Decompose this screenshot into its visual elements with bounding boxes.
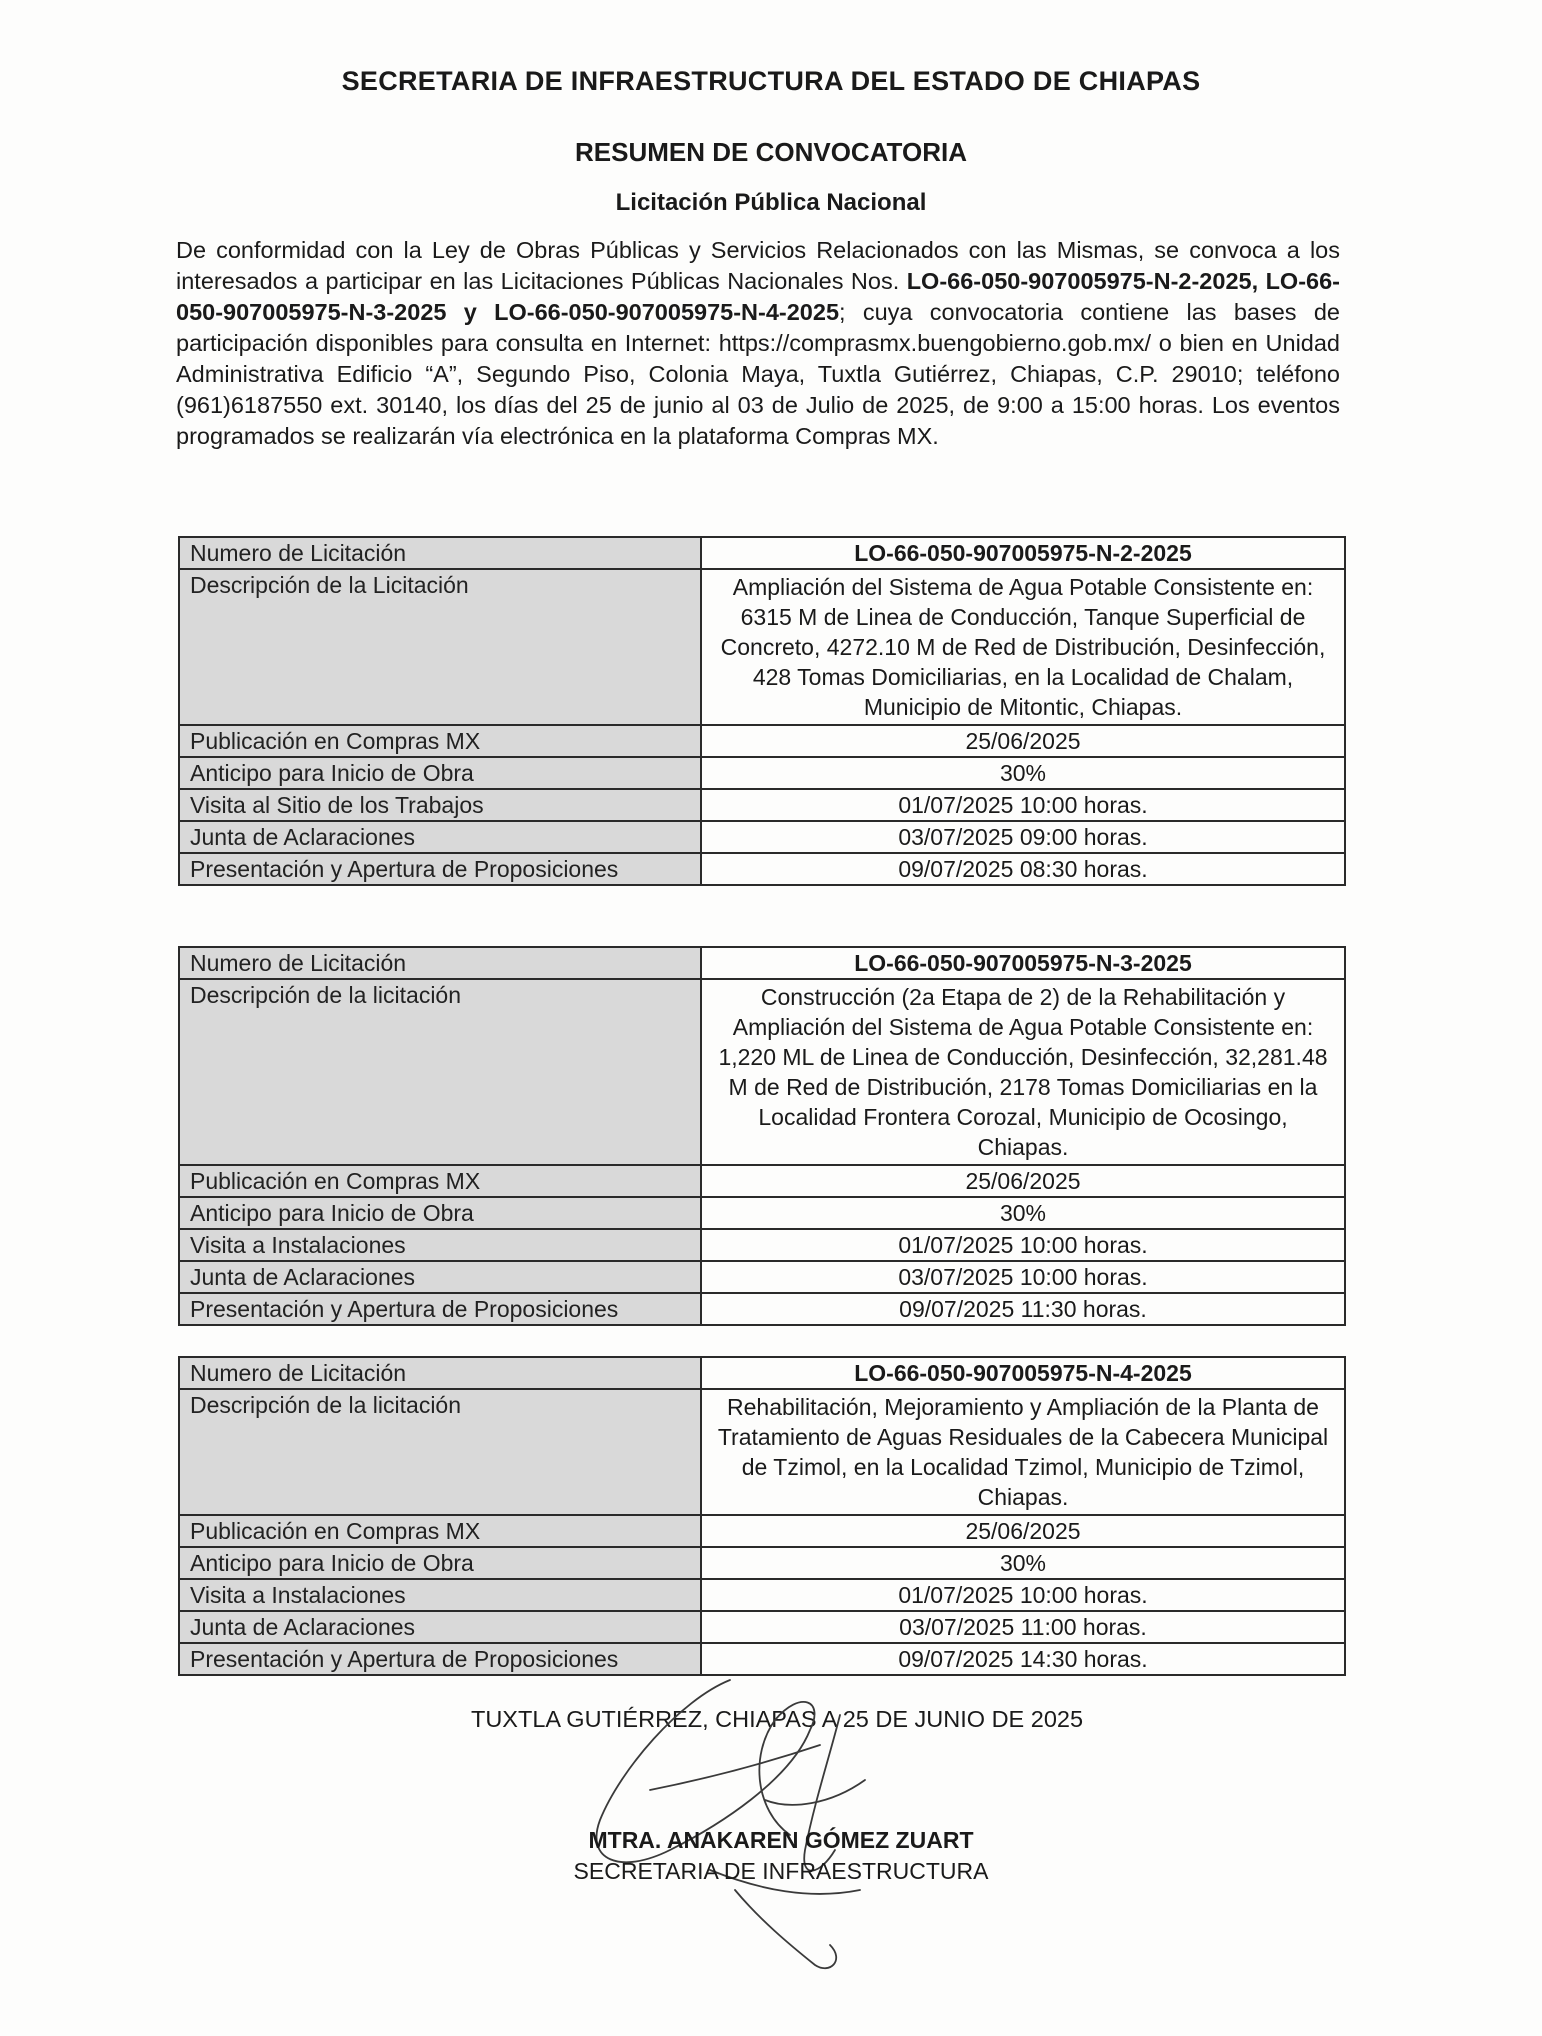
intro-tender-numbers: LO-66-050-907005975-N-2-2025, LO-66-050-907005975-N-3-2025 y LO-66-050-907005975-N-4-2025: [176, 268, 1340, 325]
tender-description: Construcción (2a Etapa de 2) de la Rehabilitación y Ampliación del Sistema de Agua Potable Consistente en: 1,220 ML de Linea de Conducción, Desinfección, 32,281.48 M de Red de Distribución, 2178 Tomas Domiciliarias en la Localidad Frontera Corozal, Municipio de Ocosingo, Chiapas.: [701, 979, 1345, 1165]
tender-table-3: [178, 1356, 1346, 1676]
signer-name: MTRA. ANAKAREN GÓMEZ ZUART: [588, 1827, 974, 1853]
row-value: 30%: [701, 1547, 1345, 1579]
table-row: [179, 789, 1345, 821]
table-row: [179, 569, 1345, 725]
table-row: [179, 947, 1345, 979]
row-label: Anticipo para Inicio de Obra: [179, 1547, 701, 1579]
table-row: [179, 537, 1345, 569]
row-value: 09/07/2025 14:30 horas.: [701, 1643, 1345, 1675]
row-value: 03/07/2025 10:00 horas.: [701, 1261, 1345, 1293]
row-label: Numero de Licitación: [179, 537, 701, 569]
row-value: 25/06/2025: [701, 725, 1345, 757]
row-label: Visita a Instalaciones: [179, 1229, 701, 1261]
tender-table-1: [178, 536, 1346, 886]
row-label: Visita al Sitio de los Trabajos: [179, 789, 701, 821]
row-label: Publicación en Compras MX: [179, 1515, 701, 1547]
signer-role: SECRETARIA DE INFRAESTRUCTURA: [573, 1858, 989, 1884]
row-value: 03/07/2025 09:00 horas.: [701, 821, 1345, 853]
row-label: Visita a Instalaciones: [179, 1579, 701, 1611]
row-value: 25/06/2025: [701, 1165, 1345, 1197]
row-label: Descripción de la licitación: [179, 1389, 701, 1515]
tender-number: LO-66-050-907005975-N-4-2025: [701, 1357, 1345, 1389]
table-row: [179, 757, 1345, 789]
row-label: Anticipo para Inicio de Obra: [179, 1197, 701, 1229]
table-row: [179, 821, 1345, 853]
row-label: Presentación y Apertura de Proposiciones: [179, 853, 701, 885]
row-label: Anticipo para Inicio de Obra: [179, 757, 701, 789]
tender-number: LO-66-050-907005975-N-2-2025: [701, 537, 1345, 569]
row-label: Junta de Aclaraciones: [179, 821, 701, 853]
row-value: 09/07/2025 08:30 horas.: [701, 853, 1345, 885]
row-label: Junta de Aclaraciones: [179, 1261, 701, 1293]
intro-text-1: De conformidad con la Ley de Obras Públicas y Servicios Relacionados con las Mismas, se convoca a los interesados a participar en las Licitaciones Públicas Nacionales Nos.: [176, 237, 1340, 294]
row-value: 01/07/2025 10:00 horas.: [701, 789, 1345, 821]
row-label: Descripción de la Licitación: [179, 569, 701, 725]
tender-number: LO-66-050-907005975-N-3-2025: [701, 947, 1345, 979]
handwritten-signature: [560, 1660, 980, 1990]
tender-table-2: [178, 946, 1346, 1326]
row-label: Publicación en Compras MX: [179, 1165, 701, 1197]
tender-description: Ampliación del Sistema de Agua Potable Consistente en: 6315 M de Linea de Conducción, Tanque Superficial de Concreto, 4272.10 M de Red de Distribución, Desinfección, 428 Tomas Domiciliarias, en la Localidad de Chalam, Municipio de Mitontic, Chiapas.: [701, 569, 1345, 725]
table-row: [179, 1229, 1345, 1261]
row-label: Numero de Licitación: [179, 1357, 701, 1389]
place-and-date: TUXTLA GUTIÉRREZ, CHIAPAS A 25 DE JUNIO DE 2025: [470, 1706, 1084, 1732]
row-value: 25/06/2025: [701, 1515, 1345, 1547]
table-row: [179, 1611, 1345, 1643]
intro-paragraph: [176, 235, 1340, 452]
table-row: [179, 1515, 1345, 1547]
tender-type-heading: Licitación Pública Nacional: [615, 189, 927, 216]
table-row: [179, 1165, 1345, 1197]
table-row: [179, 1293, 1345, 1325]
table-row: [179, 1197, 1345, 1229]
issuing-agency-title: SECRETARIA DE INFRAESTRUCTURA DEL ESTADO DE CHIAPAS: [341, 66, 1201, 96]
row-label: Presentación y Apertura de Proposiciones: [179, 1643, 701, 1675]
table-row: [179, 1357, 1345, 1389]
row-value: 01/07/2025 10:00 horas.: [701, 1229, 1345, 1261]
row-value: 01/07/2025 10:00 horas.: [701, 1579, 1345, 1611]
row-value: 03/07/2025 11:00 horas.: [701, 1611, 1345, 1643]
row-label: Numero de Licitación: [179, 947, 701, 979]
intro-text-2: ; cuya convocatoria contiene las bases de participación disponibles para consulta en Internet: https://comprasmx.buengobierno.gob.mx/ o bien en Unidad Administrativa Edificio “A”, Segundo Piso, Colonia Maya, Tuxtla Gutiérrez, Chiapas, C.P. 29010; teléfono (961)6187550 ext. 30140, los días del 25 de junio al 03 de Julio de 2025, de 9:00 a 15:00 horas. Los eventos programados se realizarán vía electrónica en la plataforma Compras MX.: [176, 299, 1341, 449]
table-row: [179, 853, 1345, 885]
row-label: Descripción de la licitación: [179, 979, 701, 1165]
table-row: [179, 1547, 1345, 1579]
table-row: [179, 1261, 1345, 1293]
document-title: RESUMEN DE CONVOCATORIA: [575, 137, 967, 167]
row-label: Junta de Aclaraciones: [179, 1611, 701, 1643]
tender-description: Rehabilitación, Mejoramiento y Ampliación de la Planta de Tratamiento de Aguas Residuales de la Cabecera Municipal de Tzimol, en la Localidad Tzimol, Municipio de Tzimol, Chiapas.: [701, 1389, 1345, 1515]
row-value: 30%: [701, 757, 1345, 789]
row-label: Publicación en Compras MX: [179, 725, 701, 757]
table-row: [179, 1389, 1345, 1515]
row-value: 09/07/2025 11:30 horas.: [701, 1293, 1345, 1325]
table-row: [179, 1579, 1345, 1611]
row-value: 30%: [701, 1197, 1345, 1229]
table-row: [179, 979, 1345, 1165]
table-row: [179, 725, 1345, 757]
row-label: Presentación y Apertura de Proposiciones: [179, 1293, 701, 1325]
